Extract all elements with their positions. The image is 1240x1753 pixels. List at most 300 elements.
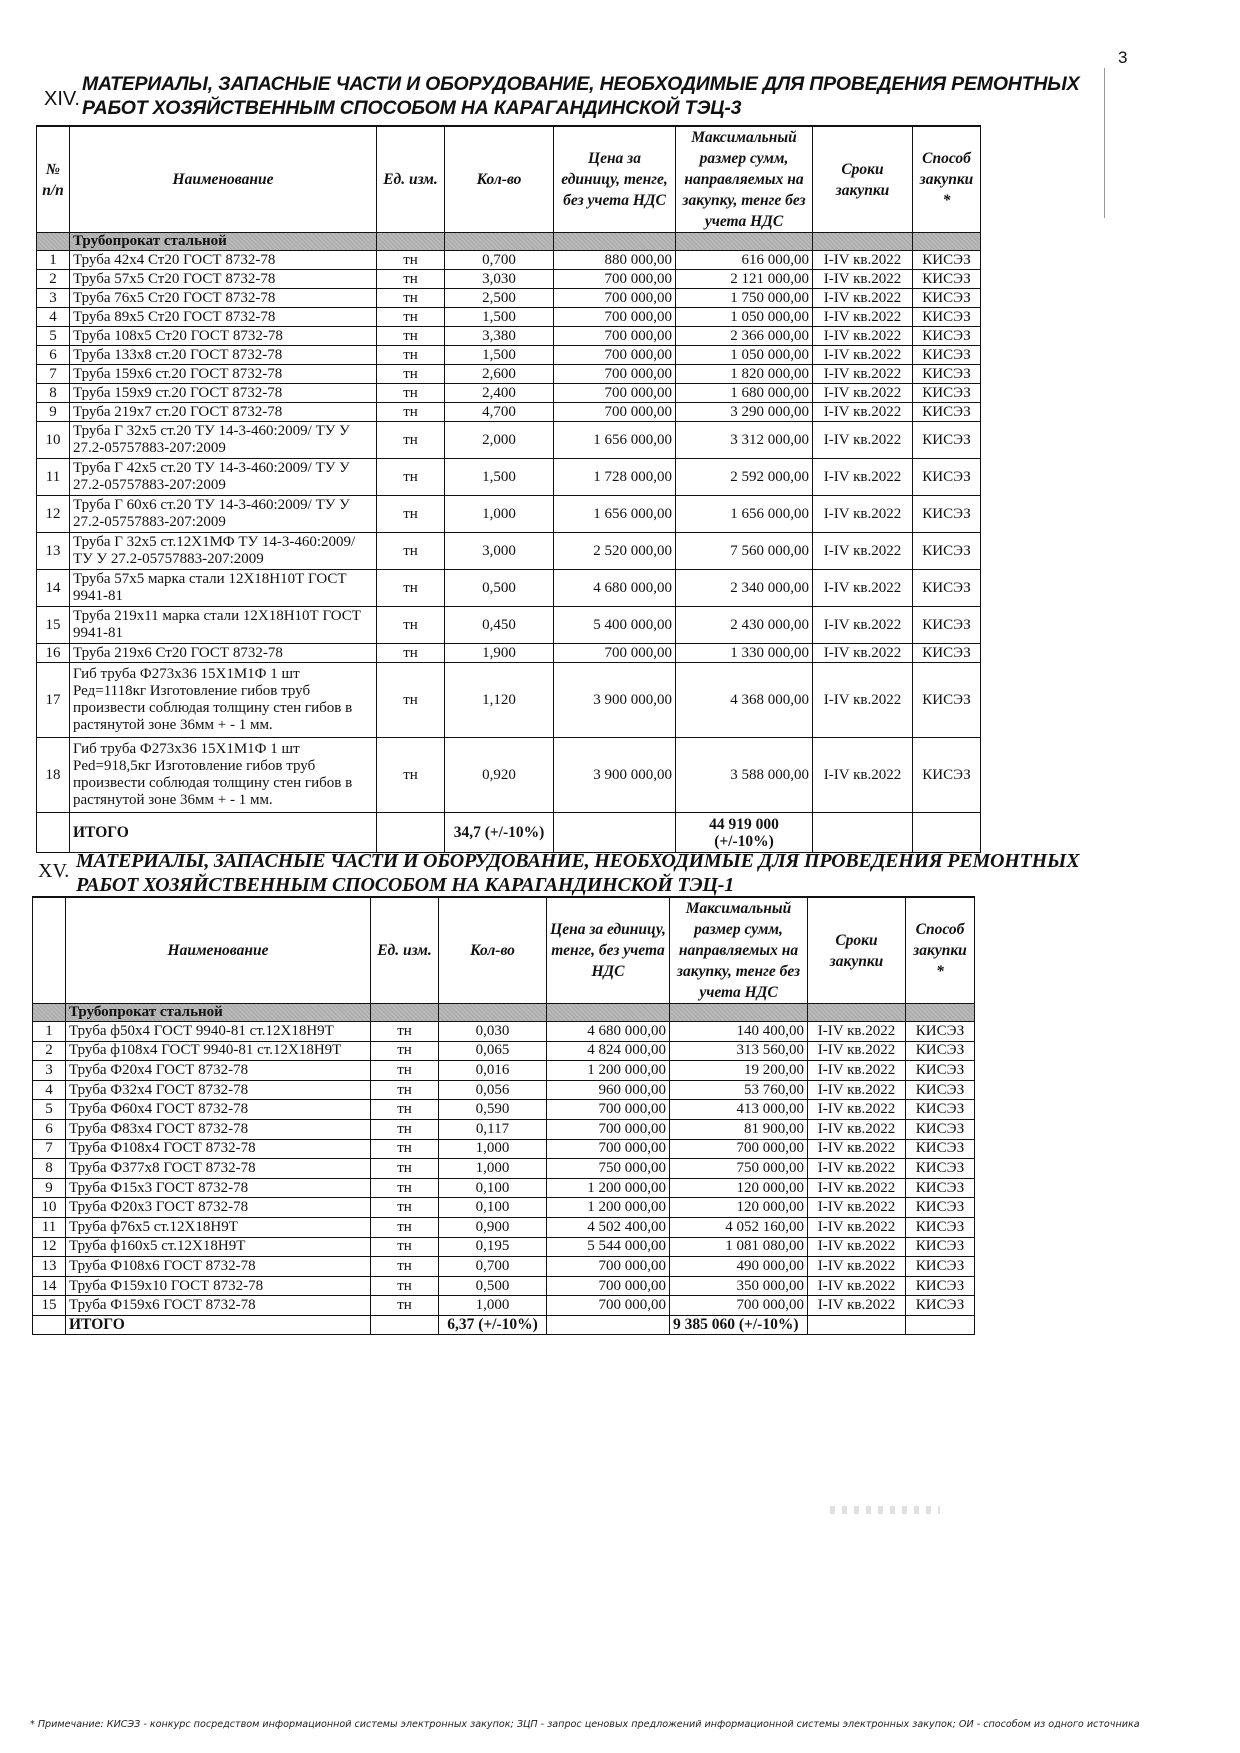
table-row <box>37 270 981 289</box>
max-sum: 3 312 000,00 <box>676 422 813 459</box>
quantity: 1,900 <box>445 644 554 663</box>
unit-price: 700 000,00 <box>554 644 676 663</box>
purchase-method: КИСЭЗ <box>906 1159 975 1179</box>
max-sum: 2 121 000,00 <box>676 270 813 289</box>
item-name: Труба Ф108х6 ГОСТ 8732-78 <box>66 1257 371 1277</box>
unit-of-measure: тн <box>377 644 445 663</box>
purchase-method: КИСЭЗ <box>913 496 981 533</box>
total-empty <box>371 1315 439 1334</box>
item-name: Труба ф76х5 ст.12Х18Н9Т <box>66 1217 371 1237</box>
purchase-method: КИСЭЗ <box>913 308 981 327</box>
col-header-name: Наименование <box>66 897 371 1004</box>
purchase-method: КИСЭЗ <box>913 533 981 570</box>
table-row <box>37 308 981 327</box>
unit-price: 700 000,00 <box>554 327 676 346</box>
unit-price: 2 520 000,00 <box>554 533 676 570</box>
unit-of-measure: тн <box>377 327 445 346</box>
section-title-xiv <box>82 72 1079 120</box>
purchase-period: I-IV кв.2022 <box>808 1296 906 1316</box>
max-sum: 700 000,00 <box>670 1139 808 1159</box>
purchase-method: КИСЭЗ <box>913 644 981 663</box>
total-row <box>37 813 981 853</box>
quantity: 1,500 <box>445 459 554 496</box>
quantity: 3,380 <box>445 327 554 346</box>
col-header-qty: Кол-во <box>439 897 547 1004</box>
table-row <box>37 422 981 459</box>
page-number: 3 <box>1118 48 1128 67</box>
unit-of-measure: тн <box>371 1139 439 1159</box>
table-row <box>33 1061 975 1081</box>
max-sum: 1 680 000,00 <box>676 384 813 403</box>
unit-of-measure: тн <box>377 270 445 289</box>
unit-price: 1 200 000,00 <box>547 1198 670 1218</box>
quantity: 4,700 <box>445 403 554 422</box>
section-title-xv <box>76 849 1079 897</box>
unit-price: 700 000,00 <box>554 384 676 403</box>
purchase-method: КИСЭЗ <box>906 1139 975 1159</box>
purchase-period: I-IV кв.2022 <box>813 308 913 327</box>
max-sum: 490 000,00 <box>670 1257 808 1277</box>
item-name: Труба Ф15х3 ГОСТ 8732-78 <box>66 1178 371 1198</box>
purchase-method: КИСЭЗ <box>906 1119 975 1139</box>
quantity: 1,120 <box>445 663 554 738</box>
quantity: 0,900 <box>439 1217 547 1237</box>
group-label: Трубопрокат стальной <box>70 233 377 251</box>
unit-price: 3 900 000,00 <box>554 738 676 813</box>
table-row <box>33 1237 975 1257</box>
unit-price: 1 656 000,00 <box>554 496 676 533</box>
total-label: ИТОГО <box>70 813 377 853</box>
table-row <box>33 1100 975 1120</box>
table-row <box>33 1257 975 1277</box>
unit-price: 700 000,00 <box>547 1276 670 1296</box>
item-name: Труба Ф159х6 ГОСТ 8732-78 <box>66 1296 371 1316</box>
unit-of-measure: тн <box>377 607 445 644</box>
max-sum: 7 560 000,00 <box>676 533 813 570</box>
item-name: Труба 159х6 ст.20 ГОСТ 8732-78 <box>70 365 377 384</box>
unit-of-measure: тн <box>371 1041 439 1061</box>
row-number: 7 <box>33 1139 66 1159</box>
table-row <box>33 1159 975 1179</box>
unit-price: 1 200 000,00 <box>547 1178 670 1198</box>
item-name: Труба 159х9 ст.20 ГОСТ 8732-78 <box>70 384 377 403</box>
section-roman-xv: XV. <box>38 860 70 882</box>
purchase-method: КИСЭЗ <box>906 1257 975 1277</box>
item-name: Труба Ф159х10 ГОСТ 8732-78 <box>66 1276 371 1296</box>
table-row <box>37 459 981 496</box>
row-number: 5 <box>33 1100 66 1120</box>
table-row <box>33 1217 975 1237</box>
row-number: 6 <box>37 346 70 365</box>
purchase-period: I-IV кв.2022 <box>813 327 913 346</box>
purchase-period: I-IV кв.2022 <box>808 1061 906 1081</box>
purchase-period: I-IV кв.2022 <box>808 1100 906 1120</box>
purchase-method: КИСЭЗ <box>913 327 981 346</box>
purchase-period: I-IV кв.2022 <box>808 1080 906 1100</box>
unit-price: 4 680 000,00 <box>554 570 676 607</box>
item-name: Труба 219х7 ст.20 ГОСТ 8732-78 <box>70 403 377 422</box>
row-number: 10 <box>33 1198 66 1218</box>
max-sum: 3 290 000,00 <box>676 403 813 422</box>
item-name: Труба Ф20х4 ГОСТ 8732-78 <box>66 1061 371 1081</box>
row-number: 8 <box>33 1159 66 1179</box>
col-header-max-sum: Максимальный размер сумм, направляемых на закупку, тенге без учета НДС <box>670 897 808 1004</box>
purchase-method: КИСЭЗ <box>906 1237 975 1257</box>
purchase-period: I-IV кв.2022 <box>813 738 913 813</box>
purchase-method: КИСЭЗ <box>913 251 981 270</box>
max-sum: 19 200,00 <box>670 1061 808 1081</box>
purchase-period: I-IV кв.2022 <box>808 1276 906 1296</box>
quantity: 2,400 <box>445 384 554 403</box>
total-empty <box>813 813 913 853</box>
unit-price: 4 502 400,00 <box>547 1217 670 1237</box>
table-row <box>37 607 981 644</box>
max-sum: 120 000,00 <box>670 1198 808 1218</box>
row-number: 3 <box>37 289 70 308</box>
unit-of-measure: тн <box>377 422 445 459</box>
max-sum: 1 050 000,00 <box>676 308 813 327</box>
purchase-period: I-IV кв.2022 <box>813 570 913 607</box>
purchase-period: I-IV кв.2022 <box>813 384 913 403</box>
max-sum: 313 560,00 <box>670 1041 808 1061</box>
purchase-method: КИСЭЗ <box>913 270 981 289</box>
scan-smudge <box>830 1506 940 1514</box>
total-sum: 9 385 060 (+/-10%) <box>670 1315 808 1334</box>
row-number: 1 <box>37 251 70 270</box>
row-number: 9 <box>37 403 70 422</box>
purchase-method: КИСЭЗ <box>913 365 981 384</box>
max-sum: 1 820 000,00 <box>676 365 813 384</box>
total-empty <box>913 813 981 853</box>
unit-of-measure: тн <box>371 1100 439 1120</box>
purchase-period: I-IV кв.2022 <box>808 1139 906 1159</box>
table-row <box>37 365 981 384</box>
group-label: Трубопрокат стальной <box>66 1004 371 1022</box>
quantity: 0,920 <box>445 738 554 813</box>
section-title-line1: МАТЕРИАЛЫ, ЗАПАСНЫЕ ЧАСТИ И ОБОРУДОВАНИЕ, НЕОБХОДИМЫЕ ДЛЯ ПРОВЕДЕНИЯ РЕМОНТНЫХ <box>82 73 1080 95</box>
item-name: Труба 57х5 Ст20 ГОСТ 8732-78 <box>70 270 377 289</box>
table-row <box>37 384 981 403</box>
unit-price: 1 656 000,00 <box>554 422 676 459</box>
row-number: 13 <box>37 533 70 570</box>
row-number: 7 <box>37 365 70 384</box>
item-name: Труба Ф377х8 ГОСТ 8732-78 <box>66 1159 371 1179</box>
total-empty <box>906 1315 975 1334</box>
row-number: 13 <box>33 1257 66 1277</box>
table-row <box>33 1276 975 1296</box>
unit-of-measure: тн <box>371 1119 439 1139</box>
purchase-method: КИСЭЗ <box>913 570 981 607</box>
quantity: 3,030 <box>445 270 554 289</box>
quantity: 1,000 <box>439 1159 547 1179</box>
unit-price: 750 000,00 <box>547 1159 670 1179</box>
unit-price: 700 000,00 <box>554 270 676 289</box>
row-number: 5 <box>37 327 70 346</box>
max-sum: 4 368 000,00 <box>676 663 813 738</box>
unit-of-measure: тн <box>377 346 445 365</box>
max-sum: 3 588 000,00 <box>676 738 813 813</box>
item-name: Труба 219х6 Ст20 ГОСТ 8732-78 <box>70 644 377 663</box>
purchase-method: КИСЭЗ <box>913 384 981 403</box>
group-row <box>33 1004 975 1022</box>
unit-price: 700 000,00 <box>547 1257 670 1277</box>
purchase-method: КИСЭЗ <box>913 738 981 813</box>
quantity: 0,030 <box>439 1022 547 1042</box>
quantity: 0,016 <box>439 1061 547 1081</box>
table-row <box>33 1296 975 1316</box>
purchase-period: I-IV кв.2022 <box>808 1159 906 1179</box>
item-name: Труба Ф20х3 ГОСТ 8732-78 <box>66 1198 371 1218</box>
row-number: 4 <box>37 308 70 327</box>
unit-of-measure: тн <box>371 1257 439 1277</box>
table-row <box>37 403 981 422</box>
table-row <box>37 644 981 663</box>
unit-price: 700 000,00 <box>554 365 676 384</box>
purchase-period: I-IV кв.2022 <box>813 422 913 459</box>
purchase-period: I-IV кв.2022 <box>813 459 913 496</box>
item-name: Труба 42х4 Ст20 ГОСТ 8732-78 <box>70 251 377 270</box>
item-name: Труба ф160х5 ст.12Х18Н9Т <box>66 1237 371 1257</box>
quantity: 0,117 <box>439 1119 547 1139</box>
unit-of-measure: тн <box>377 365 445 384</box>
unit-of-measure: тн <box>371 1296 439 1316</box>
quantity: 0,500 <box>439 1276 547 1296</box>
total-sum: 44 919 000 (+/-10%) <box>676 813 813 853</box>
unit-of-measure: тн <box>377 663 445 738</box>
quantity: 0,590 <box>439 1100 547 1120</box>
row-number: 16 <box>37 644 70 663</box>
table-row <box>33 1041 975 1061</box>
unit-of-measure: тн <box>377 570 445 607</box>
col-header-period: Сроки закупки <box>808 897 906 1004</box>
unit-price: 700 000,00 <box>554 289 676 308</box>
row-number: 15 <box>37 607 70 644</box>
max-sum: 4 052 160,00 <box>670 1217 808 1237</box>
max-sum: 2 430 000,00 <box>676 607 813 644</box>
row-number: 2 <box>33 1041 66 1061</box>
table-row <box>33 1198 975 1218</box>
row-number: 6 <box>33 1119 66 1139</box>
unit-of-measure: тн <box>377 403 445 422</box>
col-header-method: Способ закупки * <box>913 126 981 233</box>
unit-price: 700 000,00 <box>554 308 676 327</box>
quantity: 1,000 <box>445 496 554 533</box>
purchase-method: КИСЭЗ <box>906 1217 975 1237</box>
unit-of-measure: тн <box>377 738 445 813</box>
item-name: Труба Ф32х4 ГОСТ 8732-78 <box>66 1080 371 1100</box>
purchase-period: I-IV кв.2022 <box>808 1217 906 1237</box>
purchase-method: КИСЭЗ <box>906 1100 975 1120</box>
table-row <box>37 251 981 270</box>
item-name: Труба ф50х4 ГОСТ 9940-81 ст.12Х18Н9Т <box>66 1022 371 1042</box>
max-sum: 2 366 000,00 <box>676 327 813 346</box>
row-number: 14 <box>33 1276 66 1296</box>
table-row <box>33 1080 975 1100</box>
row-number: 10 <box>37 422 70 459</box>
table-row <box>33 1022 975 1042</box>
col-header-period: Сроки закупки <box>813 126 913 233</box>
item-name: Труба Ф60х4 ГОСТ 8732-78 <box>66 1100 371 1120</box>
max-sum: 140 400,00 <box>670 1022 808 1042</box>
quantity: 3,000 <box>445 533 554 570</box>
row-number: 18 <box>37 738 70 813</box>
purchase-method: КИСЭЗ <box>906 1041 975 1061</box>
unit-of-measure: тн <box>371 1159 439 1179</box>
item-name: Гиб труба Ф273х36 15Х1М1Ф 1 шт Рed=918,5кг Изготовление гибов труб произвести соблюдая толщину стен гибов в растянутой зоне 36мм + - 1 мм. <box>70 738 377 813</box>
unit-price: 4 680 000,00 <box>547 1022 670 1042</box>
max-sum: 120 000,00 <box>670 1178 808 1198</box>
item-name: Труба Ф108х4 ГОСТ 8732-78 <box>66 1139 371 1159</box>
item-name: Труба 219х11 марка стали 12Х18Н10Т ГОСТ 9941-81 <box>70 607 377 644</box>
quantity: 1,000 <box>439 1139 547 1159</box>
max-sum: 700 000,00 <box>670 1296 808 1316</box>
max-sum: 1 050 000,00 <box>676 346 813 365</box>
purchase-method: КИСЭЗ <box>913 422 981 459</box>
col-header-price: Цена за единицу, тенге, без учета НДС <box>547 897 670 1004</box>
purchase-period: I-IV кв.2022 <box>813 607 913 644</box>
item-name: Труба 133х8 ст.20 ГОСТ 8732-78 <box>70 346 377 365</box>
purchase-period: I-IV кв.2022 <box>808 1257 906 1277</box>
max-sum: 1 750 000,00 <box>676 289 813 308</box>
col-header-name: Наименование <box>70 126 377 233</box>
table-row <box>37 533 981 570</box>
purchase-method: КИСЭЗ <box>913 663 981 738</box>
unit-of-measure: тн <box>377 251 445 270</box>
row-number: 1 <box>33 1022 66 1042</box>
item-name: Труба Г 32х5 ст.12Х1МФ ТУ 14-3-460:2009/ ТУ У 27.2-05757883-207:2009 <box>70 533 377 570</box>
purchase-period: I-IV кв.2022 <box>808 1041 906 1061</box>
item-name: Труба Г 42х5 ст.20 ТУ 14-3-460:2009/ ТУ У 27.2-05757883-207:2009 <box>70 459 377 496</box>
purchase-method: КИСЭЗ <box>913 607 981 644</box>
unit-of-measure: тн <box>377 533 445 570</box>
purchase-method: КИСЭЗ <box>913 459 981 496</box>
total-empty <box>554 813 676 853</box>
quantity: 0,500 <box>445 570 554 607</box>
col-header-unit: Ед. изм. <box>371 897 439 1004</box>
unit-of-measure: тн <box>377 496 445 533</box>
quantity: 1,500 <box>445 346 554 365</box>
row-number: 17 <box>37 663 70 738</box>
quantity: 0,700 <box>445 251 554 270</box>
row-number: 12 <box>33 1237 66 1257</box>
section-roman-xiv: XIV. <box>44 88 80 110</box>
purchase-period: I-IV кв.2022 <box>813 663 913 738</box>
item-name: Труба ф108х4 ГОСТ 9940-81 ст.12Х18Н9Т <box>66 1041 371 1061</box>
purchase-period: I-IV кв.2022 <box>808 1237 906 1257</box>
table-row <box>37 570 981 607</box>
total-empty <box>377 813 445 853</box>
section-title-line2: РАБОТ ХОЗЯЙСТВЕННЫМ СПОСОБОМ НА КАРАГАНДИНСКОЙ ТЭЦ-1 <box>76 874 735 896</box>
row-number: 4 <box>33 1080 66 1100</box>
table-row <box>37 289 981 308</box>
table-row <box>33 1139 975 1159</box>
item-name: Труба 76х5 Ст20 ГОСТ 8732-78 <box>70 289 377 308</box>
table-row <box>33 1119 975 1139</box>
max-sum: 413 000,00 <box>670 1100 808 1120</box>
purchase-method: КИСЭЗ <box>906 1022 975 1042</box>
max-sum: 350 000,00 <box>670 1276 808 1296</box>
col-header-num <box>33 897 66 1004</box>
purchase-method: КИСЭЗ <box>913 403 981 422</box>
unit-price: 700 000,00 <box>547 1119 670 1139</box>
section-title-line2: РАБОТ ХОЗЯЙСТВЕННЫМ СПОСОБОМ НА КАРАГАНДИНСКОЙ ТЭЦ-3 <box>82 97 742 119</box>
total-empty <box>37 813 70 853</box>
total-empty <box>547 1315 670 1334</box>
unit-of-measure: тн <box>371 1237 439 1257</box>
unit-price: 4 824 000,00 <box>547 1041 670 1061</box>
unit-of-measure: тн <box>371 1178 439 1198</box>
item-name: Труба Ф83х4 ГОСТ 8732-78 <box>66 1119 371 1139</box>
unit-price: 880 000,00 <box>554 251 676 270</box>
purchase-method: КИСЭЗ <box>913 289 981 308</box>
purchase-period: I-IV кв.2022 <box>813 365 913 384</box>
purchase-period: I-IV кв.2022 <box>813 251 913 270</box>
col-header-qty: Кол-во <box>445 126 554 233</box>
quantity: 0,065 <box>439 1041 547 1061</box>
purchase-period: I-IV кв.2022 <box>808 1022 906 1042</box>
purchase-period: I-IV кв.2022 <box>813 644 913 663</box>
group-row <box>37 233 981 251</box>
total-row <box>33 1315 975 1334</box>
purchase-method: КИСЭЗ <box>906 1296 975 1316</box>
quantity: 0,100 <box>439 1178 547 1198</box>
unit-price: 700 000,00 <box>554 403 676 422</box>
footnote: * Примечание: КИСЭЗ - конкурс посредством информационной системы электронных закупок; ЗЦП - запрос ценовых предложений информационной системы электронных закупок; ОИ - способом из одного источника <box>30 1719 1140 1730</box>
max-sum: 1 330 000,00 <box>676 644 813 663</box>
unit-of-measure: тн <box>371 1022 439 1042</box>
table-row <box>37 327 981 346</box>
table-header-row <box>37 126 981 233</box>
total-label: ИТОГО <box>66 1315 371 1334</box>
table-row <box>37 663 981 738</box>
row-number: 11 <box>33 1217 66 1237</box>
unit-of-measure: тн <box>377 459 445 496</box>
max-sum: 81 900,00 <box>670 1119 808 1139</box>
unit-of-measure: тн <box>377 384 445 403</box>
total-quantity: 34,7 (+/-10%) <box>445 813 554 853</box>
purchase-period: I-IV кв.2022 <box>813 496 913 533</box>
unit-price: 5 544 000,00 <box>547 1237 670 1257</box>
quantity: 2,500 <box>445 289 554 308</box>
materials-table-tec3 <box>36 125 981 853</box>
row-number: 11 <box>37 459 70 496</box>
quantity: 1,000 <box>439 1296 547 1316</box>
purchase-period: I-IV кв.2022 <box>813 533 913 570</box>
unit-of-measure: тн <box>377 289 445 308</box>
table-header-row <box>33 897 975 1004</box>
item-name: Труба Г 32х5 ст.20 ТУ 14-3-460:2009/ ТУ У 27.2-05757883-207:2009 <box>70 422 377 459</box>
row-number: 2 <box>37 270 70 289</box>
section-title-line1: МАТЕРИАЛЫ, ЗАПАСНЫЕ ЧАСТИ И ОБОРУДОВАНИЕ, НЕОБХОДИМЫЕ ДЛЯ ПРОВЕДЕНИЯ РЕМОНТНЫХ <box>76 850 1080 872</box>
table-row <box>37 738 981 813</box>
purchase-period: I-IV кв.2022 <box>813 346 913 365</box>
item-name: Труба 57х5 марка стали 12Х18Н10Т ГОСТ 9941-81 <box>70 570 377 607</box>
row-number: 14 <box>37 570 70 607</box>
quantity: 0,450 <box>445 607 554 644</box>
item-name: Гиб труба Ф273х36 15Х1М1Ф 1 шт Ред=1118кг Изготовление гибов труб произвести соблюдая толщину стен гибов в растянутой зоне 36мм + - 1 мм. <box>70 663 377 738</box>
table-row <box>33 1178 975 1198</box>
quantity: 2,600 <box>445 365 554 384</box>
unit-price: 1 200 000,00 <box>547 1061 670 1081</box>
purchase-method: КИСЭЗ <box>906 1061 975 1081</box>
purchase-period: I-IV кв.2022 <box>808 1198 906 1218</box>
purchase-period: I-IV кв.2022 <box>813 270 913 289</box>
quantity: 2,000 <box>445 422 554 459</box>
row-number: 9 <box>33 1178 66 1198</box>
col-header-price: Цена за единицу, тенге, без учета НДС <box>554 126 676 233</box>
purchase-period: I-IV кв.2022 <box>808 1178 906 1198</box>
col-header-num: № п/п <box>37 126 70 233</box>
